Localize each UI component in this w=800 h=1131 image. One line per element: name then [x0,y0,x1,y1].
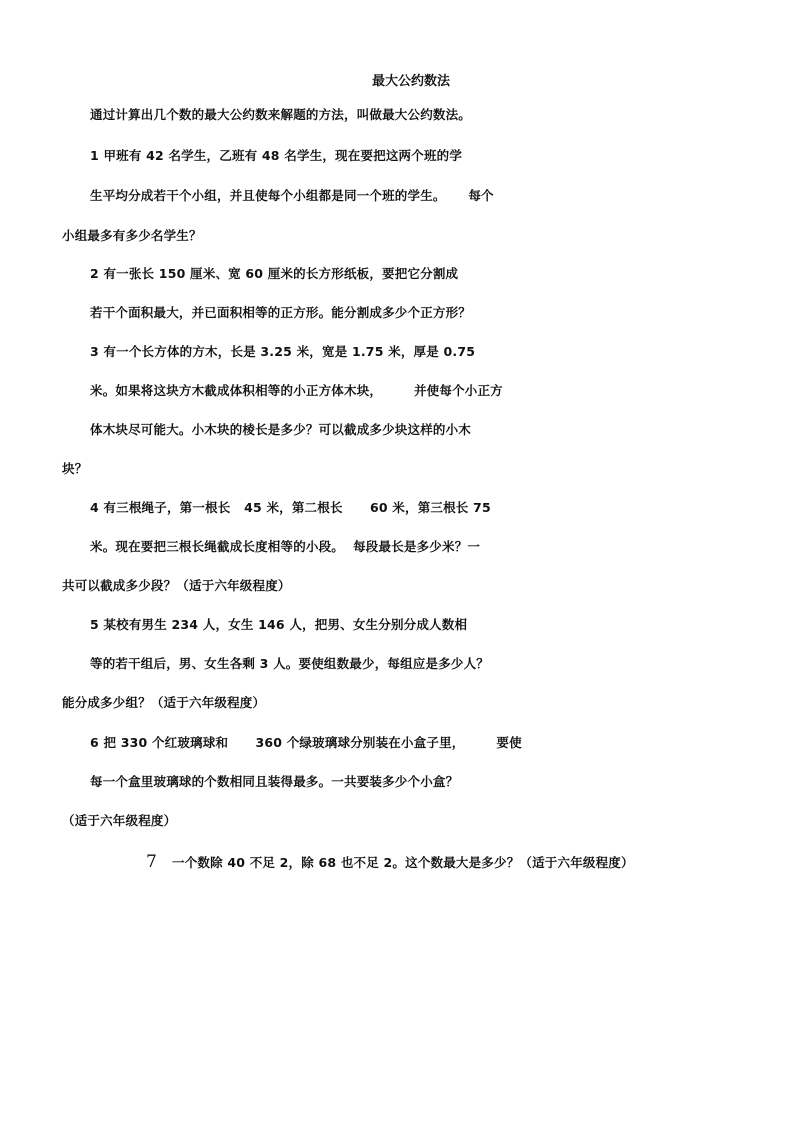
problem-1-line-2: 生平均分成若干个小组，并且使每个小组都是同一个班的学生。 每个 [90,188,494,203]
problem-7-number: 7 [146,852,157,872]
problem-2-line-2: 若干个面积最大，并已面积相等的正方形。能分割成多少个正方形？ [90,305,472,320]
problem-6-line-3: （适于六年级程度） [62,813,177,828]
problem-6-line-1: 6 把 330 个红玻璃球和 360 个绿玻璃球分别装在小盒子里， 要使 [90,735,522,750]
problem-1-line-3: 小组最多有多少名学生？ [62,228,202,243]
document-title: 最大公约数法 [372,74,451,89]
intro-text: 通过计算出几个数的最大公约数来解题的方法，叫做最大公约数法。 [90,107,472,122]
problem-3-line-4: 块？ [62,461,88,476]
problem-5-line-1: 5 某校有男生 234 人，女生 146 人，把男、女生分别分成人数相 [90,617,468,632]
problem-4-line-3: 共可以截成多少段？（适于六年级程度） [62,578,291,593]
problem-6-line-2: 每一个盒里玻璃球的个数相同且装得最多。一共要装多少个小盒？ [90,774,459,789]
problem-1-line-1: 1 甲班有 42 名学生，乙班有 48 名学生，现在要把这两个班的学 [90,148,463,163]
problem-3-line-2: 米。如果将这块方木截成体积相等的小正方体木块， 并使每个小正方 [90,383,503,398]
problem-5-line-3: 能分成多少组？（适于六年级程度） [62,695,266,710]
problem-5-line-2: 等的若干组后，男、女生各剩 3 人。要使组数最少，每组应是多少人？ [90,656,490,671]
problem-4-line-1: 4 有三根绳子，第一根长 45 米，第二根长 60 米，第三根长 75 [90,500,491,515]
problem-4-line-2: 米。现在要把三根长绳截成长度相等的小段。 每段最长是多少米？一 [90,539,481,554]
problem-7-text: 一个数除 40 不足 2，除 68 也不足 2。这个数最大是多少？（适于六年级程度） [172,855,634,870]
problem-2-line-1: 2 有一张长 150 厘米、宽 60 厘米的长方形纸板，要把它分割成 [90,266,459,281]
problem-3-line-3: 体木块尽可能大。小木块的棱长是多少？可以截成多少块这样的小木 [90,422,472,437]
problem-3-line-1: 3 有一个长方体的方木，长是 3.25 米，宽是 1.75 米，厚是 0.75 [90,344,476,359]
